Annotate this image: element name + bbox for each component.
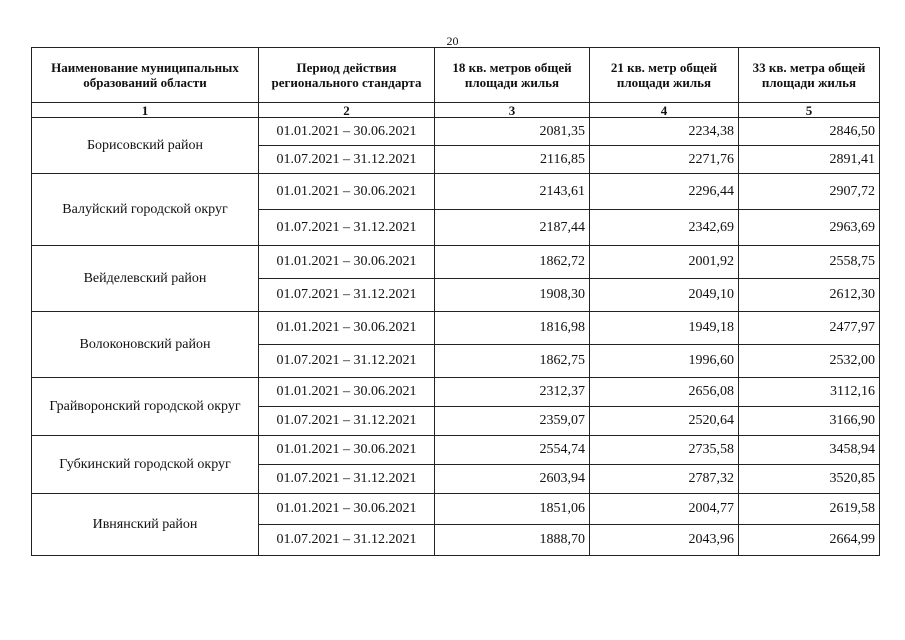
value-33sqm: 3112,16: [739, 378, 880, 407]
value-33sqm: 2963,69: [739, 210, 880, 246]
period-cell: 01.01.2021 – 30.06.2021: [259, 378, 435, 407]
period-cell: 01.07.2021 – 31.12.2021: [259, 210, 435, 246]
municipality-name: Валуйский городской округ: [32, 174, 259, 246]
value-21sqm: 2787,32: [590, 465, 739, 494]
period-cell: 01.01.2021 – 30.06.2021: [259, 494, 435, 525]
header-row: [32, 48, 880, 103]
column-number: 4: [590, 103, 739, 118]
value-21sqm: 2234,38: [590, 118, 739, 146]
table-row: [32, 494, 880, 525]
value-21sqm: 2049,10: [590, 279, 739, 312]
value-21sqm: 2043,96: [590, 525, 739, 556]
period-cell: 01.07.2021 – 31.12.2021: [259, 407, 435, 436]
value-21sqm: 2656,08: [590, 378, 739, 407]
table-row: [32, 378, 880, 407]
period-cell: 01.01.2021 – 30.06.2021: [259, 312, 435, 345]
municipality-name: Вейделевский район: [32, 246, 259, 312]
housing-cost-table: [31, 47, 880, 556]
value-18sqm: 2554,74: [435, 436, 590, 465]
value-33sqm: 3166,90: [739, 407, 880, 436]
value-18sqm: 1862,72: [435, 246, 590, 279]
value-21sqm: 1949,18: [590, 312, 739, 345]
table-body: [32, 118, 880, 556]
value-21sqm: 1996,60: [590, 345, 739, 378]
value-33sqm: 2532,00: [739, 345, 880, 378]
value-33sqm: 3520,85: [739, 465, 880, 494]
table-row: [32, 312, 880, 345]
municipality-name: Ивнянский район: [32, 494, 259, 556]
column-number: 3: [435, 103, 590, 118]
value-33sqm: 2619,58: [739, 494, 880, 525]
period-cell: 01.01.2021 – 30.06.2021: [259, 436, 435, 465]
table-row: [32, 118, 880, 146]
period-cell: 01.07.2021 – 31.12.2021: [259, 525, 435, 556]
value-18sqm: 2603,94: [435, 465, 590, 494]
period-cell: 01.07.2021 – 31.12.2021: [259, 279, 435, 312]
column-number: 5: [739, 103, 880, 118]
period-cell: 01.01.2021 – 30.06.2021: [259, 118, 435, 146]
value-21sqm: 2001,92: [590, 246, 739, 279]
header-33sqm: 33 кв. метра общей площади жилья: [739, 48, 880, 103]
municipality-name: Борисовский район: [32, 118, 259, 174]
value-18sqm: 1888,70: [435, 525, 590, 556]
value-33sqm: 2907,72: [739, 174, 880, 210]
value-21sqm: 2342,69: [590, 210, 739, 246]
value-33sqm: 2891,41: [739, 146, 880, 174]
column-number-row: [32, 103, 880, 118]
value-33sqm: 3458,94: [739, 436, 880, 465]
page-number: 20: [446, 34, 459, 48]
value-18sqm: 2359,07: [435, 407, 590, 436]
column-number: 1: [32, 103, 259, 118]
period-cell: 01.07.2021 – 31.12.2021: [259, 146, 435, 174]
table-row: [32, 436, 880, 465]
value-18sqm: 2312,37: [435, 378, 590, 407]
value-18sqm: 1851,06: [435, 494, 590, 525]
period-cell: 01.07.2021 – 31.12.2021: [259, 345, 435, 378]
value-33sqm: 2846,50: [739, 118, 880, 146]
value-33sqm: 2664,99: [739, 525, 880, 556]
value-18sqm: 2187,44: [435, 210, 590, 246]
table-row: [32, 174, 880, 210]
period-cell: 01.01.2021 – 30.06.2021: [259, 246, 435, 279]
value-18sqm: 1908,30: [435, 279, 590, 312]
header-21sqm: 21 кв. метр общей площади жилья: [590, 48, 739, 103]
value-21sqm: 2520,64: [590, 407, 739, 436]
municipality-name: Волоконовский район: [32, 312, 259, 378]
value-33sqm: 2477,97: [739, 312, 880, 345]
period-cell: 01.01.2021 – 30.06.2021: [259, 174, 435, 210]
value-33sqm: 2612,30: [739, 279, 880, 312]
value-21sqm: 2271,76: [590, 146, 739, 174]
table-row: [32, 246, 880, 279]
value-18sqm: 2143,61: [435, 174, 590, 210]
period-cell: 01.07.2021 – 31.12.2021: [259, 465, 435, 494]
municipality-name: Губкинский городской округ: [32, 436, 259, 494]
value-18sqm: 1862,75: [435, 345, 590, 378]
value-18sqm: 1816,98: [435, 312, 590, 345]
header-municipality: Наименование муниципальных образований области: [32, 48, 259, 103]
header-period: Период действия регионального стандарта: [259, 48, 435, 103]
value-33sqm: 2558,75: [739, 246, 880, 279]
column-number: 2: [259, 103, 435, 118]
value-18sqm: 2116,85: [435, 146, 590, 174]
header-18sqm: 18 кв. метров общей площади жилья: [435, 48, 590, 103]
municipality-name: Грайворонский городской округ: [32, 378, 259, 436]
value-18sqm: 2081,35: [435, 118, 590, 146]
value-21sqm: 2735,58: [590, 436, 739, 465]
value-21sqm: 2296,44: [590, 174, 739, 210]
value-21sqm: 2004,77: [590, 494, 739, 525]
